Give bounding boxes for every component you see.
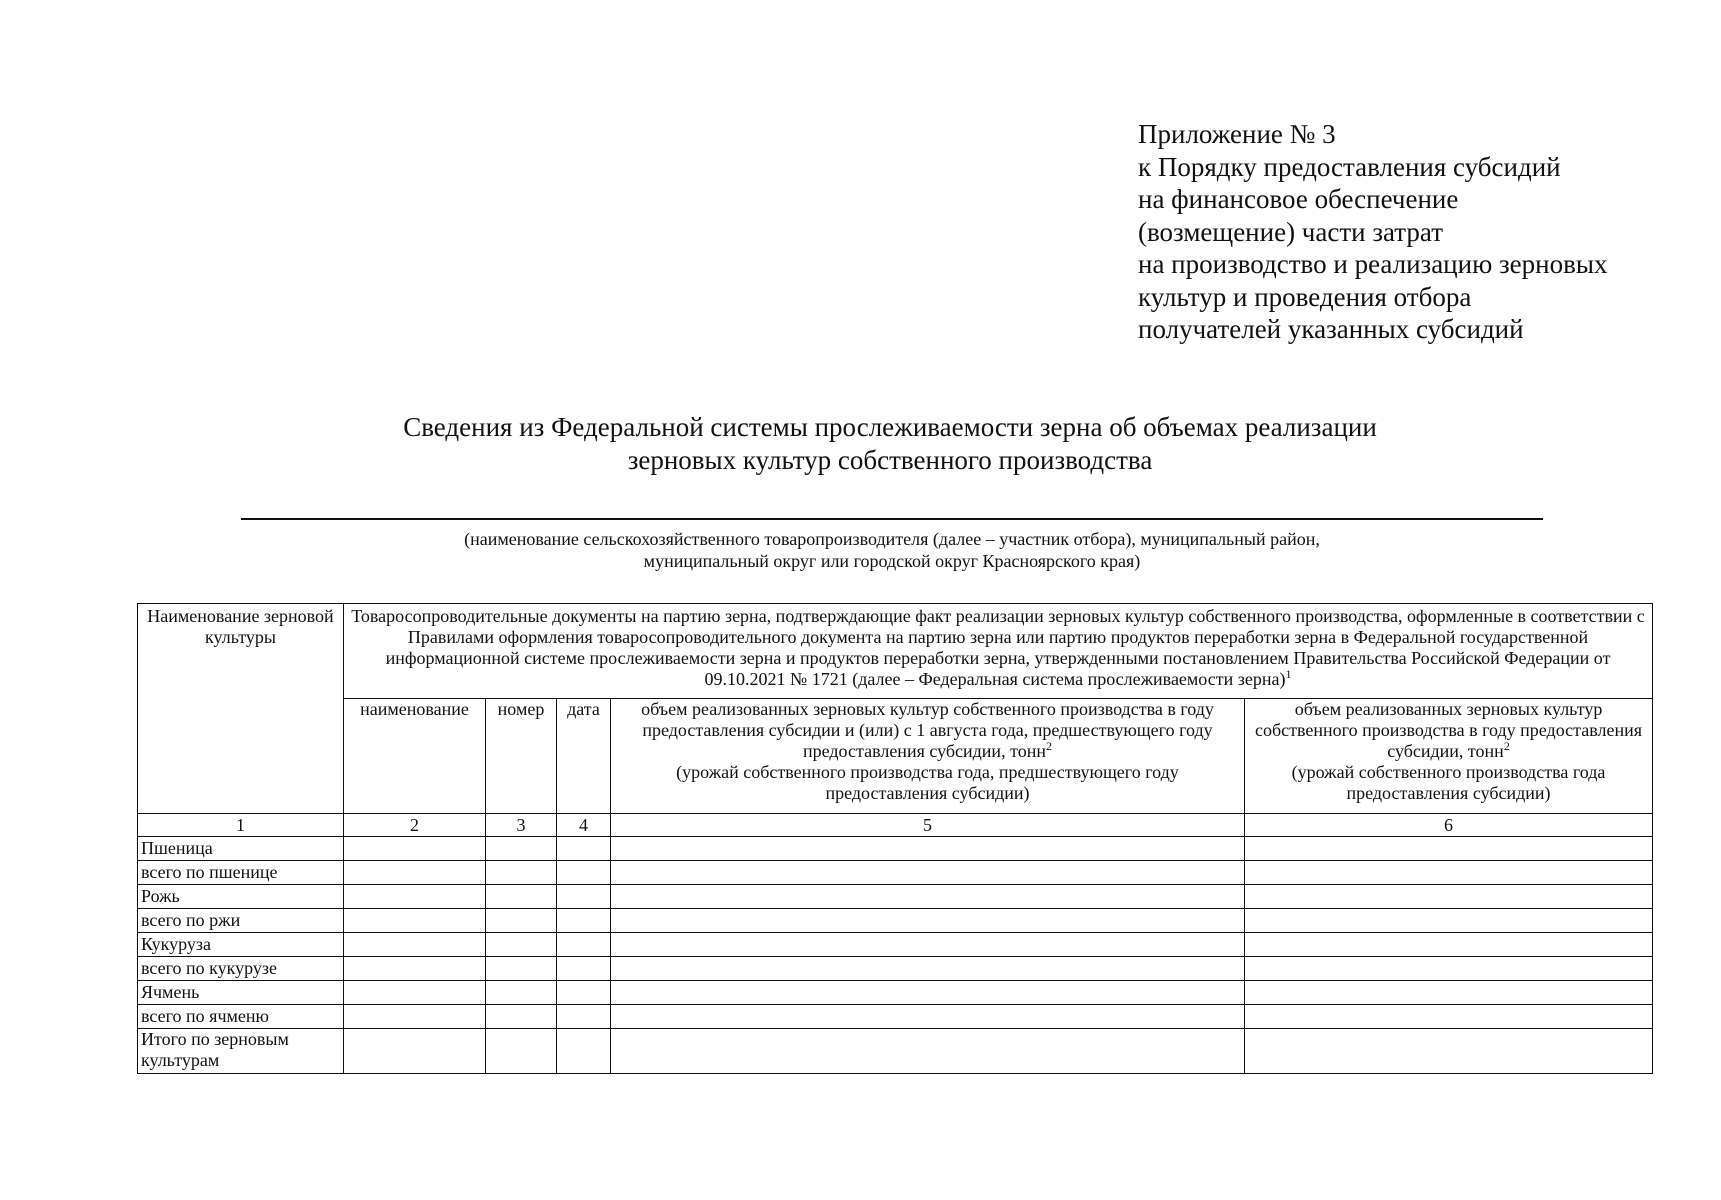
empty-cell	[611, 885, 1245, 909]
row-label: Кукуруза	[138, 933, 344, 957]
empty-cell	[344, 981, 486, 1005]
empty-cell	[611, 933, 1245, 957]
table-row	[138, 957, 1653, 981]
empty-cell	[1245, 981, 1653, 1005]
appendix-line: культур и проведения отбора	[1138, 281, 1472, 312]
empty-cell	[611, 837, 1245, 861]
document-title	[0, 411, 1721, 477]
empty-cell	[557, 1005, 611, 1029]
empty-cell	[557, 885, 611, 909]
table-row	[138, 933, 1653, 957]
empty-cell	[344, 957, 486, 981]
empty-cell	[611, 957, 1245, 981]
empty-cell	[344, 933, 486, 957]
row-label: Ячмень	[138, 981, 344, 1005]
empty-cell	[1245, 837, 1653, 861]
empty-cell	[486, 861, 557, 885]
empty-cell	[1245, 933, 1653, 957]
empty-cell	[1245, 885, 1653, 909]
empty-cell	[557, 1029, 611, 1074]
appendix-line: получателей указанных субсидий	[1138, 314, 1524, 344]
row-label-total: Итого по зерновым культурам	[138, 1029, 344, 1074]
empty-cell	[557, 909, 611, 933]
empty-cell	[557, 981, 611, 1005]
empty-cell	[611, 1005, 1245, 1029]
empty-cell	[486, 909, 557, 933]
empty-cell	[611, 1029, 1245, 1074]
table-row	[138, 861, 1653, 885]
title-line-2: зерновых культур собственного производства	[627, 445, 1153, 475]
header-shipping-documents: Товаросопроводительные документы на партию зерна, подтверждающие факт реализации зерновых культур собственного производства, оформленные в соответствии с Правилами оформления товаросопроводительного документа на партию зерна или партию продуктов переработки зерна в Федеральной государственной информационной системе прослеживаемости зерна и продуктов переработки зерна, утвержденными постановлением Правительства Российской Федерации от 09.10.2021 № 1721 (далее – Федеральная система прослеживаемости зерна)$^1$	[344, 604, 1653, 699]
header-row-group	[138, 604, 1653, 699]
empty-cell	[1245, 909, 1653, 933]
title-line-1: Сведения из Федеральной системы прослеживаемости зерна об объемах реализации	[403, 412, 1377, 442]
column-number: 1	[138, 814, 344, 837]
table-row-total	[138, 1029, 1653, 1074]
header-grain-culture: Наименование зерновой культуры	[138, 604, 344, 814]
empty-cell	[344, 909, 486, 933]
empty-cell	[344, 885, 486, 909]
column-number: 4	[557, 814, 611, 837]
empty-cell	[486, 957, 557, 981]
header-doc-name: наименование	[344, 699, 486, 814]
table-row	[138, 981, 1653, 1005]
header-doc-number: номер	[486, 699, 557, 814]
empty-cell	[1245, 957, 1653, 981]
empty-cell	[611, 909, 1245, 933]
row-label: всего по пшенице	[138, 861, 344, 885]
column-number: 6	[1245, 814, 1653, 837]
empty-cell	[557, 933, 611, 957]
column-number: 2	[344, 814, 486, 837]
empty-cell	[486, 1029, 557, 1074]
empty-cell	[557, 957, 611, 981]
empty-cell	[1245, 1005, 1653, 1029]
column-number: 5	[611, 814, 1245, 837]
table-row	[138, 909, 1653, 933]
appendix-line: к Порядку предоставления субсидий	[1138, 151, 1561, 182]
empty-cell	[486, 981, 557, 1005]
table-row	[138, 1005, 1653, 1029]
empty-cell	[1245, 1029, 1653, 1074]
grain-sales-table	[137, 603, 1653, 1074]
appendix-line: Приложение № 3	[1138, 119, 1336, 149]
appendix-header	[1138, 118, 1607, 346]
producer-name-caption	[241, 528, 1543, 572]
empty-cell	[1245, 861, 1653, 885]
table-row	[138, 837, 1653, 861]
appendix-line: на финансовое обеспечение	[1138, 184, 1459, 214]
column-number: 3	[486, 814, 557, 837]
empty-cell	[611, 861, 1245, 885]
empty-cell	[486, 933, 557, 957]
empty-cell	[557, 837, 611, 861]
empty-cell	[486, 837, 557, 861]
empty-cell	[557, 861, 611, 885]
producer-name-fill-line	[241, 518, 1543, 520]
empty-cell	[344, 1029, 486, 1074]
header-row-sub	[138, 699, 1653, 814]
empty-cell	[486, 1005, 557, 1029]
caption-line-1: (наименование сельскохозяйственного товаропроизводителя (далее – участник отбора), муниципальный район,	[464, 529, 1320, 549]
empty-cell	[486, 885, 557, 909]
appendix-line: (возмещение) части затрат	[1138, 216, 1444, 247]
empty-cell	[344, 837, 486, 861]
row-label: всего по кукурузе	[138, 957, 344, 981]
empty-cell	[344, 861, 486, 885]
row-label: всего по ячменю	[138, 1005, 344, 1029]
empty-cell	[344, 1005, 486, 1029]
table-row	[138, 885, 1653, 909]
appendix-line: на производство и реализацию зерновых	[1138, 249, 1608, 279]
row-label: Рожь	[138, 885, 344, 909]
column-number-row	[138, 814, 1653, 837]
header-doc-date: дата	[557, 699, 611, 814]
caption-line-2: муниципальный округ или городской округ Красноярского края)	[643, 551, 1141, 571]
header-volume-previous-year: объем реализованных зерновых культур собственного производства в году предоставления субсидии и (или) с 1 августа года, предшествующего году предоставления субсидии, тонн$^2$ (урожай собственного производства года, предшествующего году предоставления субсидии)	[611, 699, 1245, 814]
empty-cell	[611, 981, 1245, 1005]
row-label: Пшеница	[138, 837, 344, 861]
row-label: всего по ржи	[138, 909, 344, 933]
header-volume-current-year: объем реализованных зерновых культур собственного производства в году предоставления субсидии, тонн$^2$ (урожай собственного производства года предоставления субсидии)	[1245, 699, 1653, 814]
